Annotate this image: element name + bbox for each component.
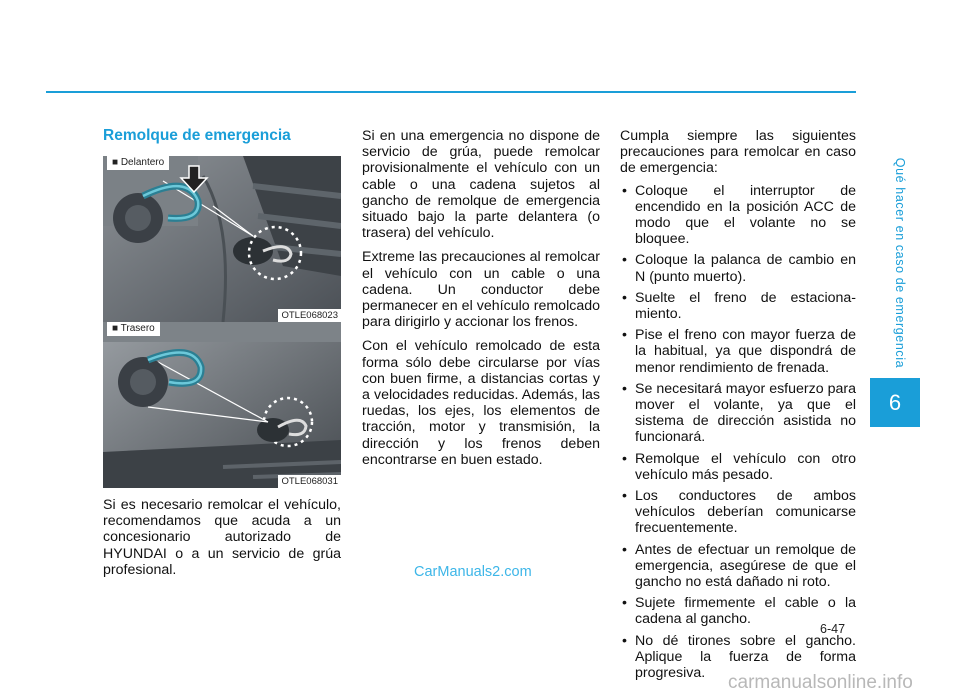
figure-rear-code: OTLE068031: [278, 475, 341, 488]
list-item: • Antes de efectuar un remolque de emergencia, asegúrese de que el gancho no está dañado ni roto.: [620, 542, 856, 591]
chapter-tab[interactable]: 6: [870, 378, 920, 427]
header-rule: [46, 91, 856, 93]
left-paragraph: Si es necesario remolcar el vehículo, recomendamos que acuda a un concesionario autorizado de HYUNDAI o a un servicio de grúa profesional.: [103, 497, 341, 578]
list-item: • Coloque el interruptor de encendido en la posición ACC de modo que el volante no se bloquee.: [620, 183, 856, 248]
figure-front-tow-hook: [103, 156, 341, 322]
rear-tow-hook-illustration: [103, 322, 341, 488]
list-item: • Suelte el freno de estaciona- miento.: [620, 290, 856, 322]
list-item: • Remolque el vehículo con otro vehículo más pesado.: [620, 451, 856, 483]
list-item: • Sujete firmemente el cable o la cadena al gancho.: [620, 595, 856, 627]
chapter-side-label-text: Qué hacer en caso de emergencia: [893, 157, 907, 369]
list-item: • Coloque la palanca de cambio en N (punto muerto).: [620, 252, 856, 284]
figure-front-code: OTLE068023: [278, 309, 341, 322]
footer-watermark: carmanualsonline.info: [728, 672, 913, 693]
watermark-link[interactable]: CarManuals2.com: [414, 564, 532, 580]
list-item: • No dé tirones sobre el gancho. Aplique la fuerza de forma progresiva.: [620, 633, 856, 682]
front-tow-hook-illustration: [103, 156, 341, 322]
section-title: Remolque de emergencia: [103, 127, 291, 144]
right-column: [620, 128, 856, 686]
list-item: • Pise el freno con mayor fuerza de la habitual, ya que dispondrá de menor rendimiento de frenada.: [620, 327, 856, 376]
figure-rear-tow-hook: [103, 322, 341, 488]
figure-front-tag: ■ Delantero: [107, 156, 169, 170]
middle-paragraph: Si en una emergencia no dispone de servicio de grúa, puede remolcar provisionalmente el vehículo con un cable o una cadena sujetos al gancho de remolque de emergencia situado bajo la parte delantera (o trasera) del vehículo.: [362, 128, 600, 242]
middle-paragraph: Con el vehículo remolcado de esta forma sólo debe circularse por vías con buen firme, a distancias cortas y a velocidades reducidas. Además, las ruedas, los ejes, los elementos de tracción, motor y transmisión, la dirección y los frenos deben encontrarse en buen estado.: [362, 338, 600, 468]
right-intro: Cumpla siempre las siguientes precauciones para remolcar en caso de emergencia:: [620, 128, 856, 177]
page-number: 6-47: [820, 622, 846, 636]
list-item: • Los conductores de ambos vehículos deberían comunicarse frecuentemente.: [620, 488, 856, 537]
middle-paragraph: Extreme las precauciones al remolcar el vehículo con un cable o una cadena. Un conductor debe permanecer en el vehículo remolcado para dirigirlo y accionar los frenos.: [362, 249, 600, 331]
middle-column: [362, 128, 600, 476]
list-item: • Se necesitará mayor esfuerzo para mover el volante, ya que el sistema de dirección asistida no funcionará.: [620, 381, 856, 446]
left-column: [103, 497, 341, 586]
figure-rear-tag: ■ Trasero: [107, 322, 160, 336]
chapter-side-label: [880, 148, 920, 378]
precautions-list: [620, 183, 856, 682]
